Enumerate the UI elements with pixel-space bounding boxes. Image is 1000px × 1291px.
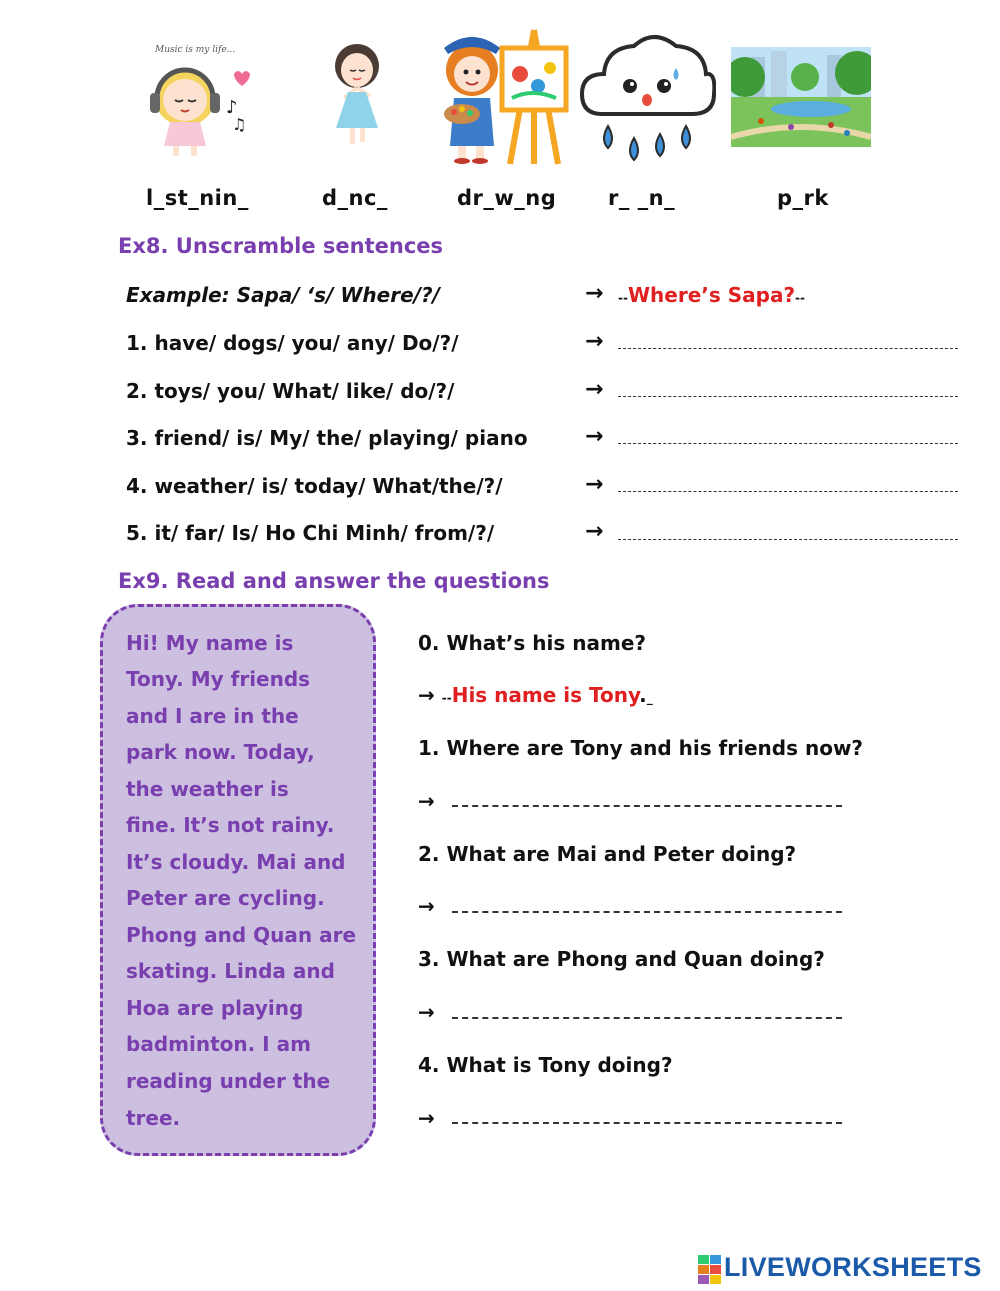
passage-line: tree. bbox=[126, 1106, 181, 1130]
ex9-arrow-2: → bbox=[418, 894, 435, 918]
word-rain: r_ _n_ bbox=[608, 186, 676, 210]
dancing-girl-picture bbox=[322, 40, 392, 162]
ex9-arrow-1: → bbox=[418, 789, 435, 813]
passage-line: It’s cloudy. Mai and bbox=[126, 850, 346, 874]
ex8-item-2: 2. toys/ you/ What/ like/ do/?/ bbox=[126, 379, 455, 403]
ex9-question-3: 3. What are Phong and Quan doing? bbox=[418, 947, 825, 971]
ex8-example-answer-line: --Where’s Sapa?-- bbox=[618, 283, 806, 307]
drawing-girl-picture bbox=[440, 28, 572, 166]
ex9-answer-field-4[interactable] bbox=[452, 1122, 842, 1124]
ex9-question-2: 2. What are Mai and Peter doing? bbox=[418, 842, 797, 866]
ex9-arrow-0: → bbox=[418, 683, 435, 707]
ex9-answer-field-2[interactable] bbox=[452, 911, 842, 913]
passage-line: Hi! My name is bbox=[126, 631, 294, 655]
ex8-answer-field-3[interactable] bbox=[618, 443, 958, 444]
rain-cloud-picture bbox=[580, 30, 716, 168]
ex8-arrow-1: → bbox=[585, 329, 604, 354]
passage-line: and I are in the bbox=[126, 704, 299, 728]
ex8-answer-field-4[interactable] bbox=[618, 491, 958, 492]
ex8-arrow-4: → bbox=[585, 472, 604, 497]
ex8-arrow-2: → bbox=[585, 377, 604, 402]
liveworksheets-logo-icon bbox=[698, 1255, 722, 1289]
word-park: p_rk bbox=[777, 186, 829, 210]
passage-line: Peter are cycling. bbox=[126, 886, 325, 910]
passage-line: Tony. My friends bbox=[126, 667, 311, 691]
passage-line: skating. Linda and bbox=[126, 959, 335, 983]
park-picture bbox=[731, 47, 871, 147]
ex8-arrow-5: → bbox=[585, 519, 604, 544]
ex9-arrow-3: → bbox=[418, 1000, 435, 1024]
ex8-answer-field-1[interactable] bbox=[618, 348, 958, 349]
ex8-item-3: 3. friend/ is/ My/ the/ playing/ piano bbox=[126, 426, 528, 450]
ex8-answer-field-2[interactable] bbox=[618, 396, 958, 397]
word-drawing: dr_w_ng bbox=[457, 186, 557, 210]
ex8-item-4: 4. weather/ is/ today/ What/the/?/ bbox=[126, 474, 503, 498]
passage-line: fine. It’s not rainy. bbox=[126, 813, 335, 837]
ex8-example-answer: Where’s Sapa? bbox=[627, 283, 796, 307]
liveworksheets-logo-text: LIVEWORKSHEETS bbox=[724, 1252, 982, 1282]
listening-girl-picture bbox=[140, 38, 250, 160]
passage-line: the weather is bbox=[126, 777, 289, 801]
passage-line: badminton. I am bbox=[126, 1032, 311, 1056]
passage-line: Phong and Quan are bbox=[126, 923, 357, 947]
ex9-question-4: 4. What is Tony doing? bbox=[418, 1053, 673, 1077]
ex9-answer-field-3[interactable] bbox=[452, 1017, 842, 1019]
word-dance: d_nc_ bbox=[322, 186, 388, 210]
passage-line: Hoa are playing bbox=[126, 996, 304, 1020]
ex9-question-0: 0. What’s his name? bbox=[418, 631, 646, 655]
ex9-arrow-4: → bbox=[418, 1106, 435, 1130]
ex8-heading: Ex8. Unscramble sentences bbox=[118, 234, 444, 258]
music-caption: Music is my life... bbox=[155, 45, 236, 55]
ex8-item-1: 1. have/ dogs/ you/ any/ Do/?/ bbox=[126, 331, 459, 355]
ex8-example-prompt: Example: Sapa/ ‘s/ Where/?/ bbox=[126, 283, 440, 307]
svg-text:♪: ♪ bbox=[226, 97, 238, 118]
ex8-example-arrow: → bbox=[585, 281, 604, 306]
ex9-question-1: 1. Where are Tony and his friends now? bbox=[418, 736, 864, 760]
ex9-example-answer: His name is Tony bbox=[451, 683, 640, 707]
passage-line: park now. Today, bbox=[126, 740, 315, 764]
ex9-heading: Ex9. Read and answer the questions bbox=[118, 569, 550, 593]
ex8-arrow-3: → bbox=[585, 424, 604, 449]
passage-line: reading under the bbox=[126, 1069, 331, 1093]
ex8-answer-field-5[interactable] bbox=[618, 539, 958, 540]
ex8-item-5: 5. it/ far/ Is/ Ho Chi Minh/ from/?/ bbox=[126, 521, 495, 545]
word-listening: l_st_nin_ bbox=[146, 186, 249, 210]
svg-text:♫: ♫ bbox=[232, 115, 247, 134]
ex9-example-answer-row: → --His name is Tony._ bbox=[418, 683, 653, 707]
ex9-answer-field-1[interactable] bbox=[452, 805, 842, 807]
